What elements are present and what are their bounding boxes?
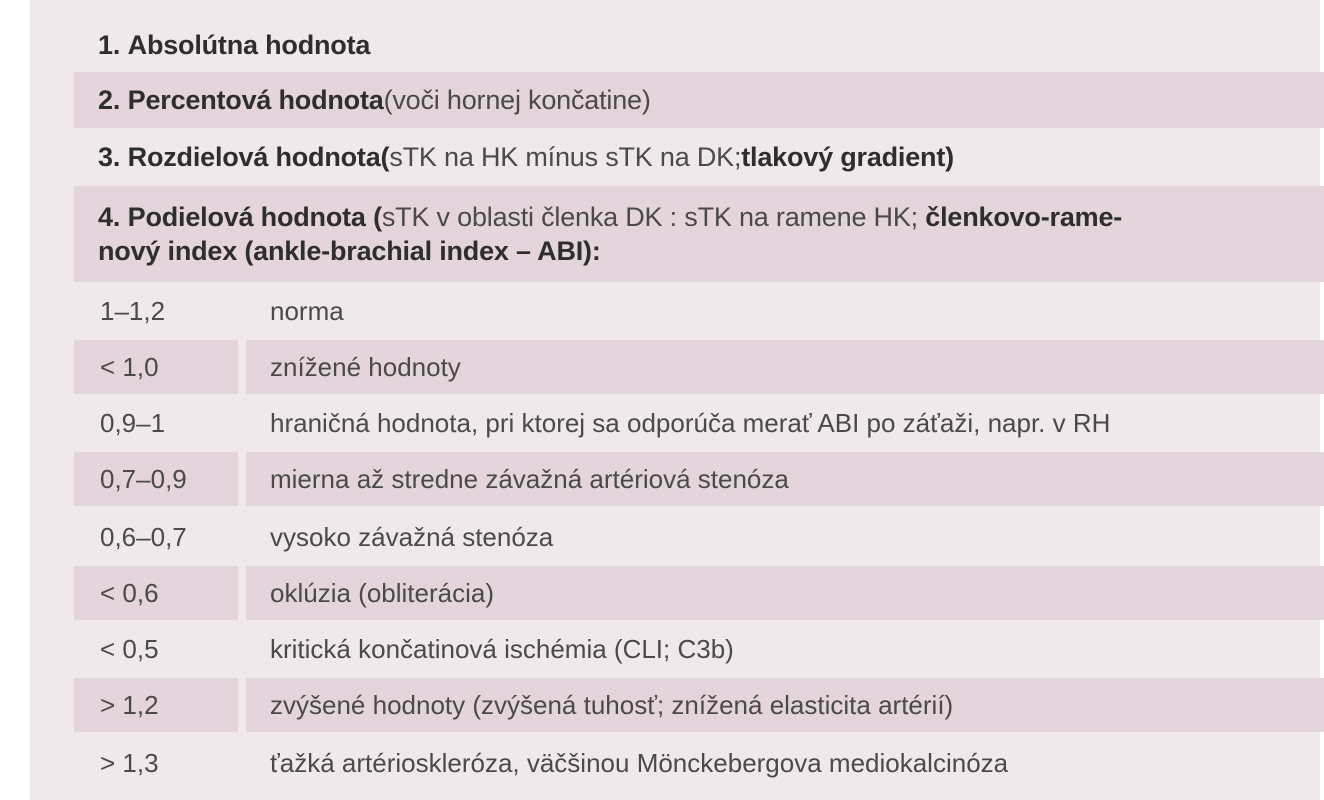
abi-value: < 0,6 [74, 566, 238, 620]
abi-value: > 1,2 [74, 678, 238, 732]
method-row-absolute [74, 20, 1324, 70]
method-row-percent [74, 72, 1324, 128]
abi-value: 1–1,2 [100, 295, 166, 326]
method-row-difference [74, 130, 1324, 184]
abi-row [74, 340, 1324, 394]
abi-description: mierna až stredne závažná artériová stenóza [246, 452, 1324, 506]
method-note: sTK v oblasti členka DK : sTK na ramene HK; [381, 202, 926, 232]
abi-row [74, 284, 1324, 338]
method-number: 3. [98, 142, 121, 172]
abi-description: vysoko závažná stenóza [270, 521, 554, 552]
abi-description: oklúzia (obliterácia) [246, 566, 1324, 620]
method-row-ratio [74, 186, 1324, 282]
method-term: tlakový gradient) [741, 142, 954, 172]
abi-row [74, 510, 1324, 564]
method-number: 2. [98, 85, 121, 115]
abi-value: > 1,3 [100, 747, 159, 778]
method-paren: ( [365, 202, 382, 232]
method-title: Percentová hodnota [127, 85, 384, 115]
abi-description: zvýšené hodnoty (zvýšená tuhosť; znížená elasticita artérií) [246, 678, 1324, 732]
table-panel [30, 0, 1320, 800]
method-note: (voči hornej končatine) [383, 85, 651, 115]
abi-description: hraničná hodnota, pri ktorej sa odporúča merať ABI po záťaži, napr. v RH [270, 407, 1111, 438]
abi-row [74, 736, 1324, 790]
method-title: Podielová hodnota [127, 202, 366, 232]
method-number: 1. [98, 30, 121, 60]
abi-row [74, 566, 1324, 620]
method-title: Absolútna hodnota [127, 30, 371, 60]
method-number: 4. [98, 202, 121, 232]
abi-description: znížené hodnoty [246, 340, 1324, 394]
method-term: členkovo-rame- [925, 202, 1123, 232]
method-title: Rozdielová hodnota [127, 142, 381, 172]
method-paren: ( [380, 142, 390, 172]
abi-description: norma [270, 295, 344, 326]
abi-row [74, 396, 1324, 450]
abi-description: kritická končatinová ischémia (CLI; C3b) [270, 633, 734, 664]
method-term-continued: nový index (ankle-brachial index – ABI): [98, 236, 601, 266]
abi-row [74, 622, 1324, 676]
abi-row [74, 452, 1324, 506]
abi-description: ťažká artérioskleróza, väčšinou Mönckebergova mediokalcinóza [270, 747, 1009, 778]
abi-value: 0,7–0,9 [74, 452, 238, 506]
abi-value: < 1,0 [74, 340, 238, 394]
abi-value: 0,6–0,7 [100, 521, 187, 552]
abi-row [74, 678, 1324, 732]
abi-value: < 0,5 [100, 633, 159, 664]
abi-value: 0,9–1 [100, 407, 166, 438]
method-note: sTK na HK mínus sTK na DK; [389, 142, 742, 172]
